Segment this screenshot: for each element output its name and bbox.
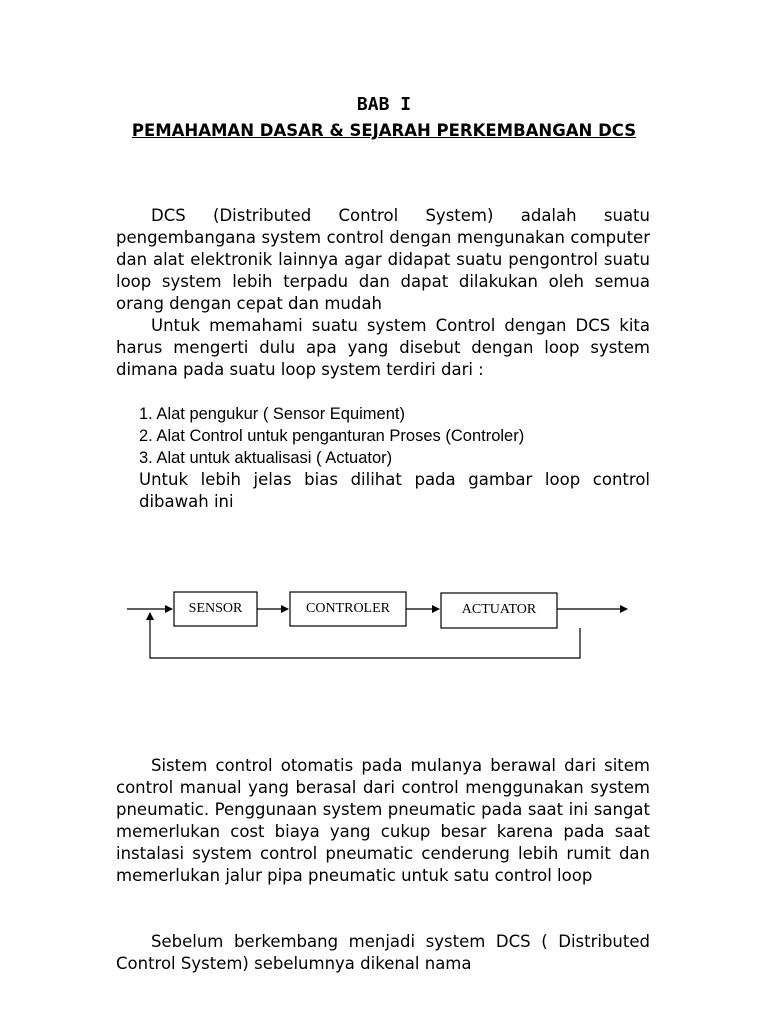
loop-components-list	[139, 403, 659, 469]
chapter-label: BAB I	[356, 94, 412, 115]
list-item: 2. Alat Control untuk penganturan Proses (Controler)	[139, 427, 525, 445]
sensor-label: SENSOR	[188, 601, 243, 616]
list-item: 3. Alat untuk aktualisasi ( Actuator)	[139, 449, 393, 467]
actuator-label: ACTUATOR	[461, 602, 537, 617]
controler-label: CONTROLER	[306, 601, 390, 616]
paragraph-loop-system: Untuk memahami suatu system Control dengan DCS kita harus mengerti dulu apa yang disebut dengan loop system dimana pada suatu loop system terdiri dari :	[116, 316, 650, 379]
paragraph-dcs-definition: DCS (Distributed Control System) adalah suatu pengembangana system control dengan mengunakan computer dan alat elektronik lainnya agar didapat suatu pengontrol suatu loop system lebih terpadu dan dapat dilakukan oleh semua orang dengan cepat dan mudah	[116, 206, 650, 313]
loop-control-diagram	[0, 580, 768, 670]
paragraph-before-dcs: Sebelum berkembang menjadi system DCS ( Distributed Control System) sebelumnya dikenal nama	[116, 932, 650, 973]
paragraph-history-pneumatic: Sistem control otomatis pada mulanya berawal dari sitem control manual yang berasal dari control menggunakan system pneumatic. Penggunaan system pneumatic pada saat ini sangat memerlukan cost biaya yang cukup besar karena pada saat instalasi system control pneumatic cenderung lebih rumit dan memerlukan jalur pipa pneumatic untuk satu control loop	[116, 756, 650, 885]
list-item: 1. Alat pengukur ( Sensor Equiment)	[139, 405, 405, 423]
paragraph-diagram-intro: Untuk lebih jelas bias dilihat pada gambar loop control dibawah ini	[139, 470, 650, 511]
chapter-title: PEMAHAMAN DASAR & SEJARAH PERKEMBANGAN DCS	[131, 121, 637, 140]
